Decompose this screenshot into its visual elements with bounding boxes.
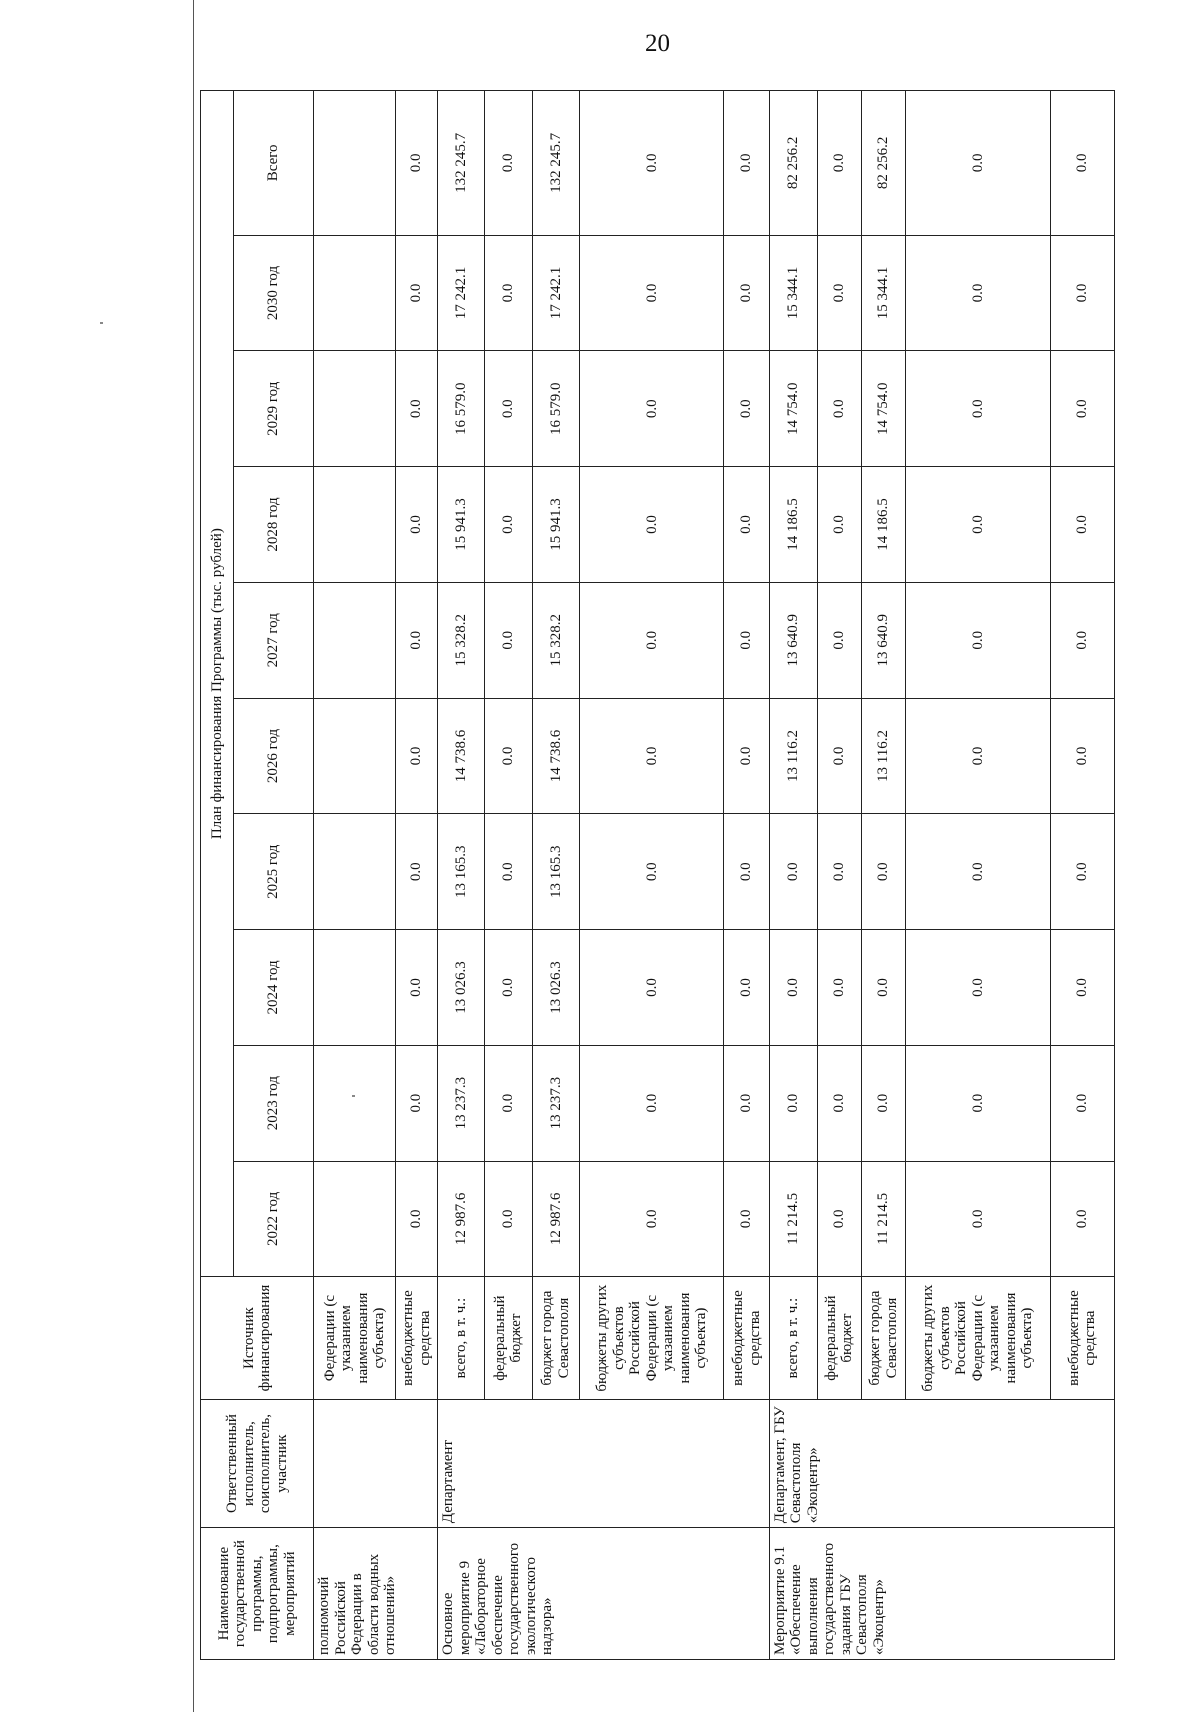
header-source: Источник финансирования bbox=[201, 1277, 314, 1400]
year-value-cell bbox=[314, 1045, 396, 1161]
year-value-cell: 0.0 bbox=[769, 1045, 817, 1161]
year-value-cell: 0.0 bbox=[1050, 582, 1114, 698]
year-value-cell: 0.0 bbox=[769, 930, 817, 1046]
year-value-cell: 13 640.9 bbox=[862, 582, 906, 698]
funding-source-cell: Федерации (с указанием наименования субъекта) bbox=[314, 1277, 396, 1400]
year-value-cell: 0.0 bbox=[724, 582, 769, 698]
header-name: Наименование государственной программы, подпрограммы, мероприятий bbox=[201, 1528, 314, 1660]
year-value-cell: 0.0 bbox=[396, 814, 438, 930]
year-value-cell: 0.0 bbox=[484, 930, 532, 1046]
year-value-cell: 0.0 bbox=[484, 467, 532, 583]
year-value-cell: 13 640.9 bbox=[769, 582, 817, 698]
year-value-cell: 0.0 bbox=[1050, 351, 1114, 467]
year-value-cell: 0.0 bbox=[580, 582, 724, 698]
year-value-cell bbox=[314, 930, 396, 1046]
year-value-cell: 16 579.0 bbox=[438, 351, 485, 467]
year-value-cell: 0.0 bbox=[396, 235, 438, 351]
total-value-cell: 0.0 bbox=[484, 91, 532, 236]
year-value-cell: 0.0 bbox=[817, 1045, 861, 1161]
year-value-cell: 14 186.5 bbox=[862, 467, 906, 583]
header-year: 2027 год bbox=[234, 582, 314, 698]
year-value-cell: 14 186.5 bbox=[769, 467, 817, 583]
year-value-cell: 0.0 bbox=[817, 814, 861, 930]
year-value-cell: 0.0 bbox=[580, 351, 724, 467]
year-value-cell: 0.0 bbox=[724, 1045, 769, 1161]
year-value-cell: 0.0 bbox=[396, 930, 438, 1046]
year-value-cell: 0.0 bbox=[484, 1161, 532, 1277]
year-value-cell: 14 754.0 bbox=[862, 351, 906, 467]
year-value-cell: 0.0 bbox=[580, 235, 724, 351]
year-value-cell: 0.0 bbox=[906, 467, 1050, 583]
program-name-cell: Основное мероприятие 9 «Лабораторное обеспечение государственного экологического надзора» bbox=[438, 1528, 770, 1660]
year-value-cell: 15 328.2 bbox=[438, 582, 485, 698]
year-value-cell: 0.0 bbox=[817, 351, 861, 467]
year-value-cell: 0.0 bbox=[484, 235, 532, 351]
year-value-cell: 0.0 bbox=[906, 698, 1050, 814]
year-value-cell: 0.0 bbox=[580, 1161, 724, 1277]
year-value-cell: 0.0 bbox=[906, 1045, 1050, 1161]
funding-source-cell: всего, в т. ч.: bbox=[769, 1277, 817, 1400]
year-value-cell: 0.0 bbox=[906, 351, 1050, 467]
year-value-cell bbox=[314, 582, 396, 698]
year-value-cell bbox=[314, 235, 396, 351]
program-name-cell: полномочий Российской Федерации в области водных отношений» bbox=[314, 1528, 438, 1660]
year-value-cell: 11 214.5 bbox=[862, 1161, 906, 1277]
year-value-cell: 0.0 bbox=[724, 814, 769, 930]
year-value-cell: 0.0 bbox=[484, 814, 532, 930]
year-value-cell: 0.0 bbox=[817, 698, 861, 814]
year-value-cell: 15 941.3 bbox=[438, 467, 485, 583]
header-year: 2025 год bbox=[234, 814, 314, 930]
year-value-cell: 0.0 bbox=[906, 1161, 1050, 1277]
header-year: 2023 год bbox=[234, 1045, 314, 1161]
table-row bbox=[438, 91, 485, 1660]
rotated-table-container bbox=[200, 90, 1115, 1660]
year-value-cell: 0.0 bbox=[724, 1161, 769, 1277]
year-value-cell: 15 328.2 bbox=[532, 582, 580, 698]
funding-source-cell: бюджет города Севастополя bbox=[862, 1277, 906, 1400]
header-year: 2028 год bbox=[234, 467, 314, 583]
total-value-cell: 132 245.7 bbox=[438, 91, 485, 236]
year-value-cell: 13 237.3 bbox=[532, 1045, 580, 1161]
funding-source-cell: внебюджетные средства bbox=[724, 1277, 769, 1400]
year-value-cell: 0.0 bbox=[724, 235, 769, 351]
year-value-cell: 0.0 bbox=[1050, 467, 1114, 583]
scan-speck bbox=[100, 322, 103, 324]
year-value-cell: 0.0 bbox=[1050, 235, 1114, 351]
total-value-cell bbox=[314, 91, 396, 236]
year-value-cell: 0.0 bbox=[580, 930, 724, 1046]
funding-source-cell: бюджет города Севастополя bbox=[532, 1277, 580, 1400]
year-value-cell: 0.0 bbox=[862, 930, 906, 1046]
year-value-cell: 0.0 bbox=[724, 698, 769, 814]
year-value-cell: 0.0 bbox=[396, 698, 438, 814]
year-value-cell: 0.0 bbox=[484, 351, 532, 467]
total-value-cell: 0.0 bbox=[817, 91, 861, 236]
total-value-cell: 0.0 bbox=[580, 91, 724, 236]
funding-source-cell: бюджеты других субъектов Российской Федерации (с указанием наименования субъекта) bbox=[580, 1277, 724, 1400]
year-value-cell: 13 116.2 bbox=[769, 698, 817, 814]
header-total: Всего bbox=[234, 91, 314, 236]
year-value-cell: 0.0 bbox=[817, 930, 861, 1046]
table-body bbox=[314, 91, 1115, 1660]
year-value-cell: 0.0 bbox=[484, 582, 532, 698]
funding-source-cell: федеральный бюджет bbox=[817, 1277, 861, 1400]
year-value-cell: 0.0 bbox=[396, 582, 438, 698]
year-value-cell: 0.0 bbox=[906, 814, 1050, 930]
year-value-cell: 0.0 bbox=[817, 467, 861, 583]
year-value-cell: 13 165.3 bbox=[532, 814, 580, 930]
year-value-cell: 13 116.2 bbox=[862, 698, 906, 814]
year-value-cell: 17 242.1 bbox=[532, 235, 580, 351]
year-value-cell: 0.0 bbox=[906, 235, 1050, 351]
header-year: 2022 год bbox=[234, 1161, 314, 1277]
funding-source-cell: федеральный бюджет bbox=[484, 1277, 532, 1400]
year-value-cell bbox=[314, 1161, 396, 1277]
program-name-cell: Мероприятие 9.1 «Обеспечение выполнения государственного задания ГБУ Севастополя «Экоцентр» bbox=[769, 1528, 1114, 1660]
year-value-cell: 0.0 bbox=[1050, 698, 1114, 814]
financing-table bbox=[200, 90, 1115, 1660]
year-value-cell: 0.0 bbox=[396, 467, 438, 583]
year-value-cell: 0.0 bbox=[1050, 1045, 1114, 1161]
funding-source-cell: всего, в т. ч.: bbox=[438, 1277, 485, 1400]
year-value-cell: 0.0 bbox=[769, 814, 817, 930]
year-value-cell: 0.0 bbox=[1050, 1161, 1114, 1277]
year-value-cell: 0.0 bbox=[580, 1045, 724, 1161]
responsible-cell: Департамент bbox=[438, 1399, 770, 1527]
year-value-cell: 0.0 bbox=[724, 467, 769, 583]
total-value-cell: 82 256.2 bbox=[769, 91, 817, 236]
year-value-cell: 15 344.1 bbox=[769, 235, 817, 351]
year-value-cell: 13 165.3 bbox=[438, 814, 485, 930]
year-value-cell: 0.0 bbox=[580, 814, 724, 930]
year-value-cell bbox=[314, 467, 396, 583]
total-value-cell: 82 256.2 bbox=[862, 91, 906, 236]
year-value-cell: 14 738.6 bbox=[438, 698, 485, 814]
funding-source-cell: бюджеты других субъектов Российской Федерации (с указанием наименования субъекта) bbox=[906, 1277, 1050, 1400]
year-value-cell: 17 242.1 bbox=[438, 235, 485, 351]
header-year: 2029 год bbox=[234, 351, 314, 467]
year-value-cell: 0.0 bbox=[724, 930, 769, 1046]
year-value-cell: 0.0 bbox=[1050, 930, 1114, 1046]
year-value-cell: 0.0 bbox=[580, 467, 724, 583]
header-year: 2024 год bbox=[234, 930, 314, 1046]
year-value-cell: 0.0 bbox=[817, 235, 861, 351]
table-row bbox=[769, 91, 817, 1660]
total-value-cell: 0.0 bbox=[1050, 91, 1114, 236]
year-value-cell: 14 754.0 bbox=[769, 351, 817, 467]
year-value-cell: 0.0 bbox=[817, 1161, 861, 1277]
header-responsible: Ответственный исполнитель, соисполнитель, участник bbox=[201, 1399, 314, 1527]
year-value-cell: 0.0 bbox=[817, 582, 861, 698]
year-value-cell: 12 987.6 bbox=[532, 1161, 580, 1277]
funding-source-cell: внебюджетные средства bbox=[396, 1277, 438, 1400]
scan-page-edge bbox=[193, 0, 194, 1712]
funding-source-cell: внебюджетные средства bbox=[1050, 1277, 1114, 1400]
year-value-cell: 12 987.6 bbox=[438, 1161, 485, 1277]
page-number: 20 bbox=[645, 30, 670, 57]
year-value-cell: 13 237.3 bbox=[438, 1045, 485, 1161]
year-value-cell: 13 026.3 bbox=[438, 930, 485, 1046]
year-value-cell: 0.0 bbox=[906, 930, 1050, 1046]
year-value-cell: 14 738.6 bbox=[532, 698, 580, 814]
year-value-cell: 0.0 bbox=[906, 582, 1050, 698]
year-value-cell: 0.0 bbox=[396, 1045, 438, 1161]
total-value-cell: 0.0 bbox=[906, 91, 1050, 236]
year-value-cell: 0.0 bbox=[484, 1045, 532, 1161]
header-plan-group: План финансирования Программы (тыс. рублей) bbox=[201, 91, 234, 1277]
year-value-cell: 0.0 bbox=[862, 814, 906, 930]
year-value-cell: 11 214.5 bbox=[769, 1161, 817, 1277]
year-value-cell: 0.0 bbox=[1050, 814, 1114, 930]
table-row bbox=[314, 91, 396, 1660]
header-year: 2030 год bbox=[234, 235, 314, 351]
year-value-cell: 13 026.3 bbox=[532, 930, 580, 1046]
responsible-cell: Департамент, ГБУ Севастополя «Экоцентр» bbox=[769, 1399, 1114, 1527]
year-value-cell: 0.0 bbox=[580, 698, 724, 814]
year-value-cell bbox=[314, 351, 396, 467]
year-value-cell: 15 344.1 bbox=[862, 235, 906, 351]
total-value-cell: 0.0 bbox=[724, 91, 769, 236]
year-value-cell: 0.0 bbox=[396, 1161, 438, 1277]
total-value-cell: 0.0 bbox=[396, 91, 438, 236]
year-value-cell: 0.0 bbox=[396, 351, 438, 467]
year-value-cell: 16 579.0 bbox=[532, 351, 580, 467]
year-value-cell bbox=[314, 698, 396, 814]
year-value-cell bbox=[314, 814, 396, 930]
total-value-cell: 132 245.7 bbox=[532, 91, 580, 236]
header-year: 2026 год bbox=[234, 698, 314, 814]
responsible-cell bbox=[314, 1399, 438, 1527]
year-value-cell: 15 941.3 bbox=[532, 467, 580, 583]
year-value-cell: 0.0 bbox=[862, 1045, 906, 1161]
year-value-cell: 0.0 bbox=[724, 351, 769, 467]
year-value-cell: 0.0 bbox=[484, 698, 532, 814]
